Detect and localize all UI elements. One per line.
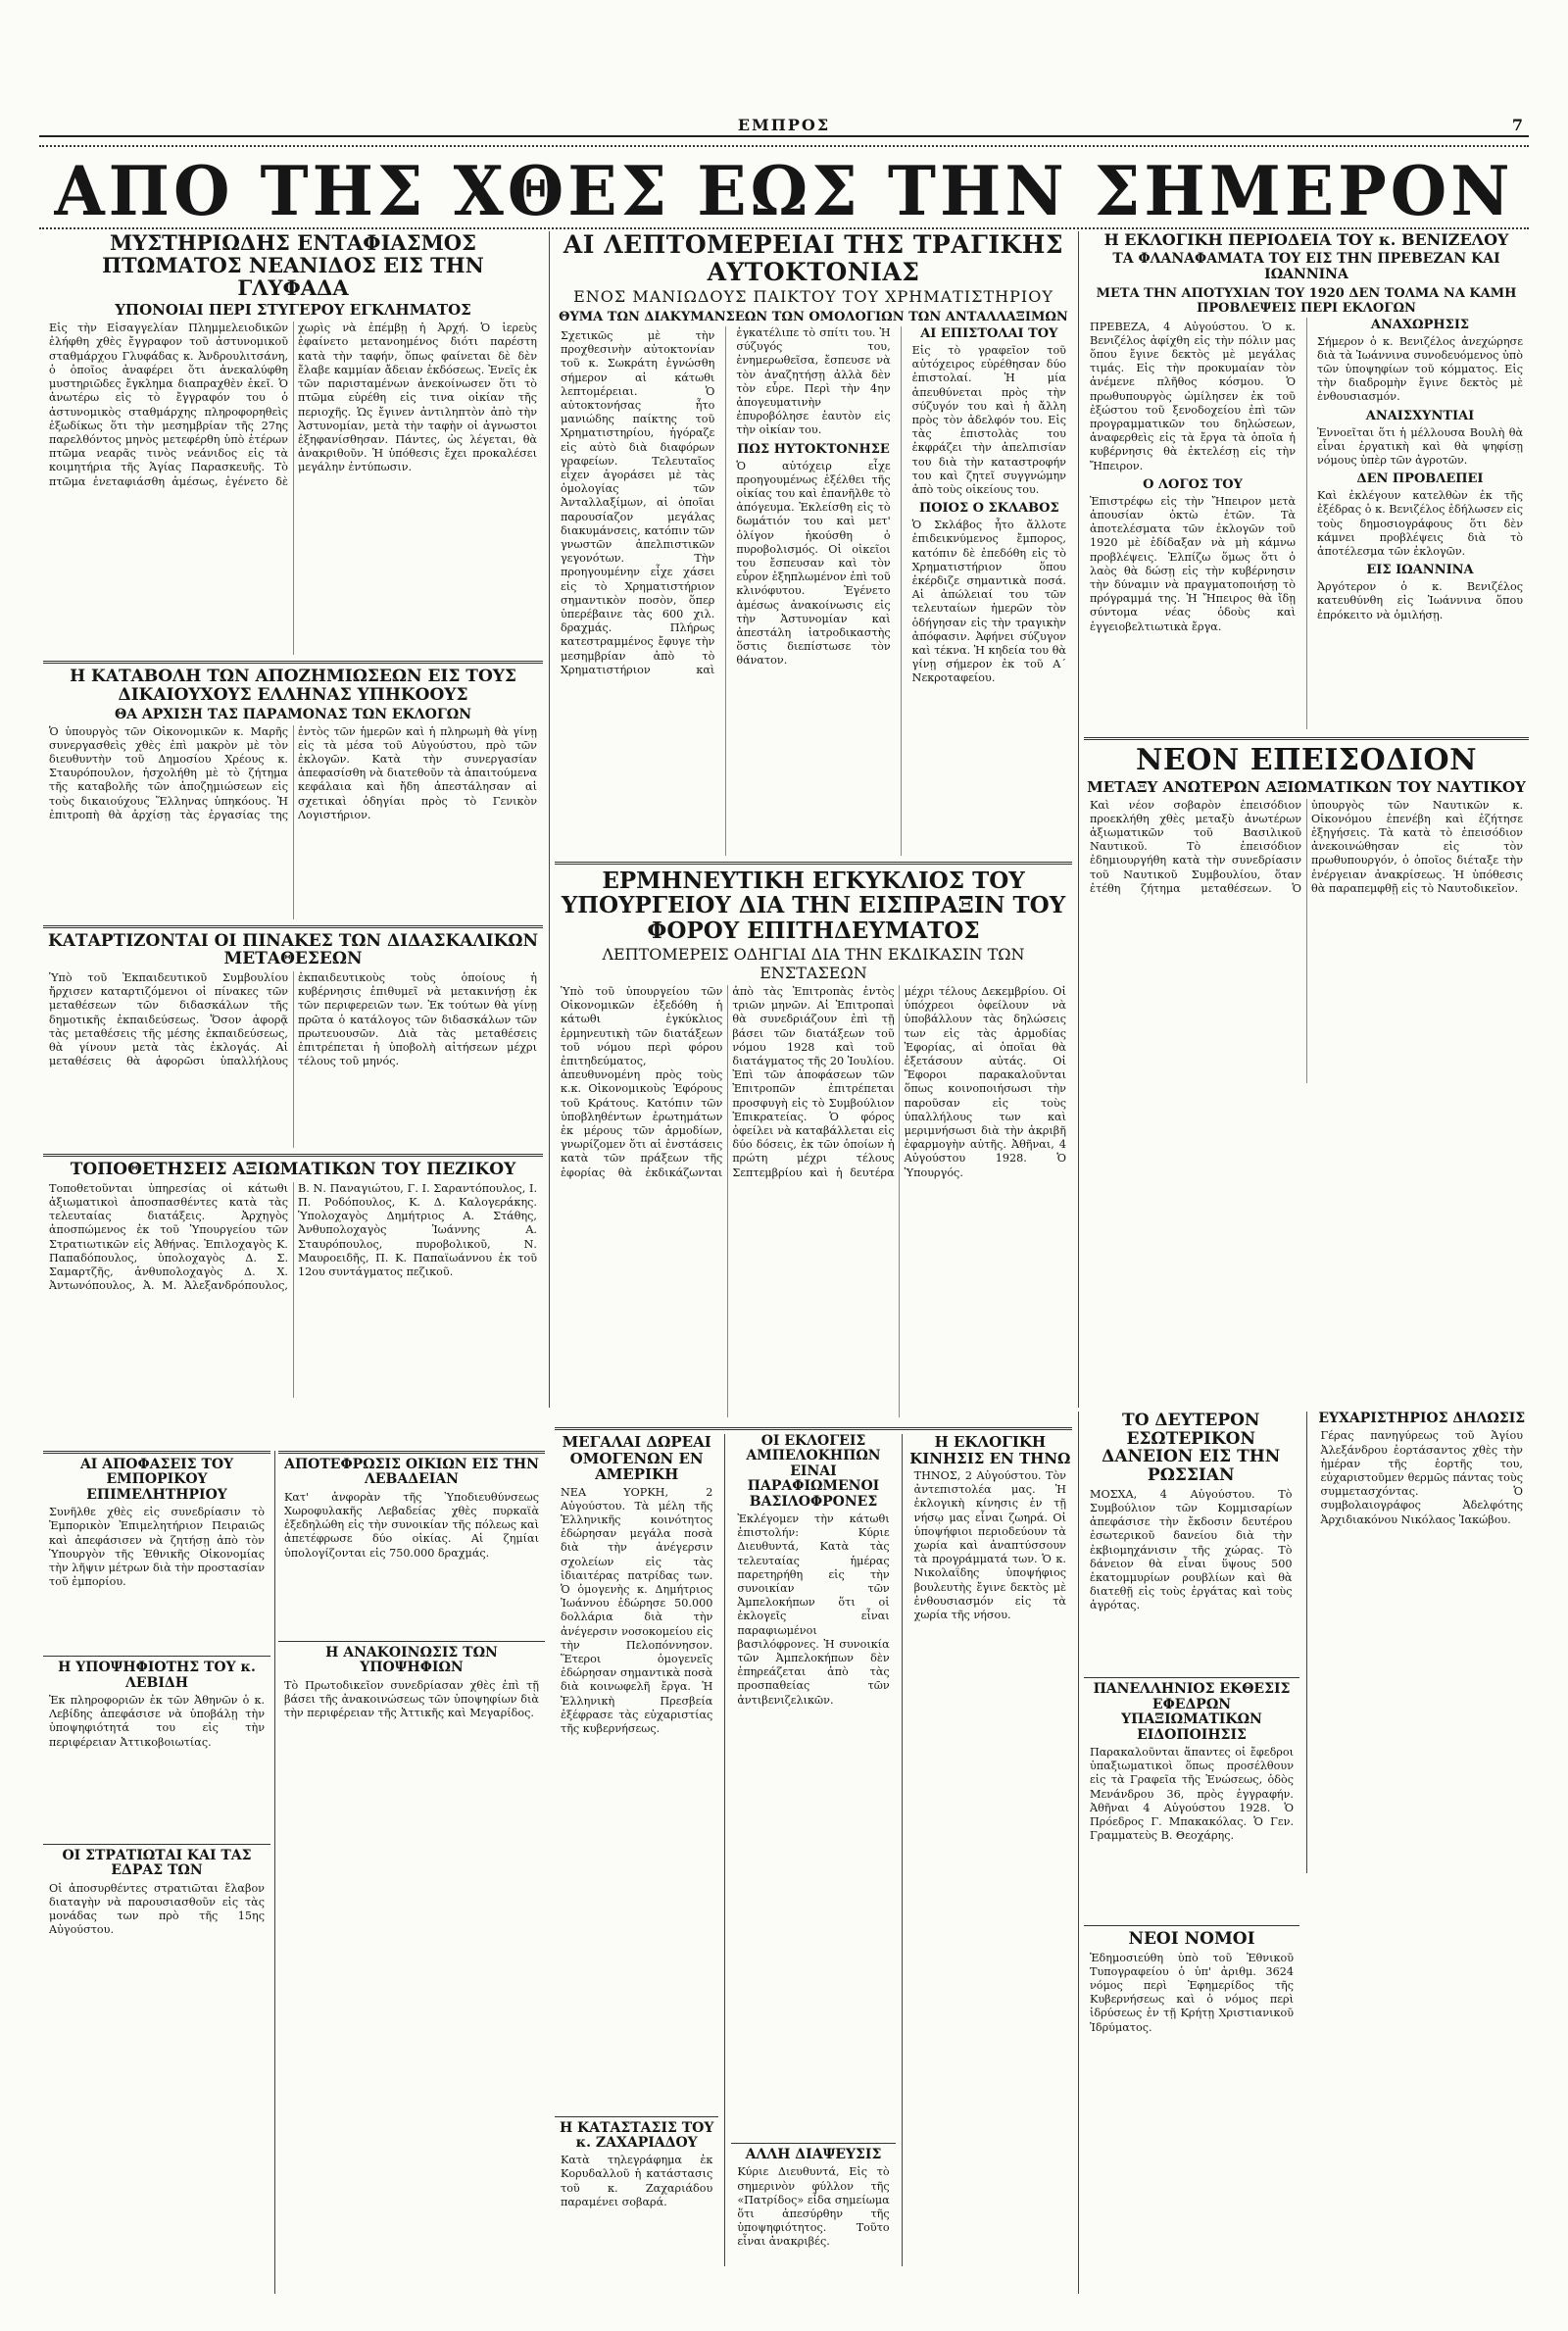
- column-rule: [274, 1451, 275, 2294]
- section-banner: [39, 145, 1529, 229]
- kicker-autoktonia: ΘΥΜΑ ΤΩΝ ΔΙΑΚΥΜΑΝΣΕΩΝ ΤΩΝ ΟΜΟΛΟΓΙΩΝ ΤΩΝ ΑΝΤΑΛΛΑΞΙΜΩΝ: [559, 310, 1068, 324]
- article-body-anaischyntiai: Ἐννοεῖται ὅτι ἡ μέλλουσα Βουλὴ θὰ εἶναι ἐργατικὴ καὶ θὰ ψηφίσῃ νόμους ὑπὲρ τῶν ἀγροτῶν.: [1317, 425, 1523, 468]
- article-body-logos: Ἐπιστρέφω εἰς τὴν Ἤπειρον μετὰ ἀπουσίαν ὀκτὼ ἐτῶν. Τὰ ἀποτελέσματα τῶν ἐκλογῶν τοῦ 1920 μὲ ἐδίδαξαν νὰ μὴ κάμνω προβλέψεις. Ἐλπίζω ὅμως ὅτι ὁ λαὸς θὰ δώσῃ εἰς τὴν κυβέρνησιν τὴν δύναμιν νὰ πραγματοποιήσῃ τὸ πρόγραμμά της. Ἡ Ἤπειρος θὰ ἴδῃ σύντομα νέας ὁδοὺς καὶ ἐγγειοβελτιωτικὰ ἔργα.: [1090, 494, 1296, 633]
- divider: [555, 1427, 1072, 1430]
- article-body-efedroi: Παρακαλοῦνται ἅπαντες οἱ ἔφεδροι ὑπαξιωματικοὶ ὅπως προσέλθουν εἰς τὰ Γραφεῖα τῆς Ἑνώσεως, ὁδὸς Μενάνδρου 36, πρὸς ἐγγραφήν. Ἀθῆναι 4 Αὐγούστου 1928. Ὁ Πρόεδρος Γ. Μπακακόλας. Ὁ Γεν. Γραμματεὺς Β. Θεοχάρης.: [1090, 1745, 1294, 1843]
- article-body-den-provlepei: Καὶ ἐκλέγουν κατελθὼν ἐκ τῆς ἐξέδρας ὁ κ. Βενιζέλος ἐδήλωσεν εἰς τοὺς δημοσιογράφους ὅτι δὲν κάμνει προβλέψεις διὰ τὸ ἀποτέλεσμα τῶν ἐκλογῶν.: [1317, 489, 1523, 559]
- headline-anakoinosis: Η ΑΝΑΚΟΙΝΩΣΙΣ ΤΩΝ ΥΠΟΨΗΦΙΩΝ: [325, 1644, 498, 1676]
- article-columns-autoktonia: [555, 326, 1072, 856]
- article-body-venizelos: ΠΡΕΒΕΖΑ, 4 Αὐγούστου. Ὁ κ. Βενιζέλος ἀφίχθη εἰς τὴν πόλιν μας ὅπου ἔγινε δεκτὸς μὲ μεγάλας τιμάς. Εἰς τὴν προκυμαίαν τὸν ἀνέμενε πλῆθος κόσμου. Ὁ πρωθυπουργὸς ὡμίλησεν ἐκ τοῦ ἐξώστου τοῦ ξενοδοχείου ἐπὶ τῶν προγραμματικῶν του δηλώσεων, ἀναφερθεὶς εἰς τὰ ἔργα τὰ ὁποῖα ἡ κυβέρνησις θὰ ἐκτελέσῃ εἰς τὴν Ἤπειρον.: [1090, 320, 1296, 472]
- headline-epeisodion: ΝΕΟΝ ΕΠΕΙΣΟΔΙΟΝ: [1135, 742, 1478, 777]
- block-efedroi: [1084, 1682, 1299, 2127]
- kicker-pos: ΠΩΣ ΗΥΤΟΚΤΟΝΗΣΕ: [737, 441, 890, 457]
- row-bottom-center: [555, 1434, 1072, 2266]
- article-body-apofaseis: Συνῆλθε χθὲς εἰς συνεδρίασιν τὸ Ἐμπορικὸν Ἐπιμελητήριον Πειραιῶς καὶ ἀπεφάσισεν νὰ ζητήσῃ ἀπὸ τὸν Ὑπουργὸν τῆς Ἐθνικῆς Οἰκονομίας τὴν λῆψιν μέτρων διὰ τὴν προστασίαν τοῦ ἐμπορίου.: [49, 1506, 265, 1589]
- headline-topothetiseis: ΤΟΠΟΘΕΤΗΣΕΙΣ ΑΞΙΩΜΑΤΙΚΩΝ ΤΟΥ ΠΕΖΙΚΟΥ: [70, 1160, 516, 1180]
- block-doreai: [555, 1434, 718, 2266]
- subhead-entaphiasmos: ΥΠΟΝΟΙΑΙ ΠΕΡΙ ΣΤΥΓΕΡΟΥ ΕΓΚΛΗΜΑΤΟΣ: [115, 301, 471, 320]
- headline-nomoi: ΝΕΟΙ ΝΟΜΟΙ: [1128, 1928, 1255, 1949]
- article-body-pinakes: Ὑπὸ τοῦ Ἐκπαιδευτικοῦ Συμβουλίου ἤρχισεν καταρτιζόμενοι οἱ πίνακες τῶν μεταθέσεων τῶν διδασκάλων τῆς δημοτικῆς ἐκπαιδεύσεως. Ὅσον ἀφορᾷ τὰς μεταθέσεις τῆς μέσης ἐκπαιδεύσεως, θὰ γίνουν μετὰ τὰς ἐκλογάς. Αἱ μεταθέσεις θὰ ἀφορῶσι ὑπαλλήλους ἐκπαιδευτικοὺς τοὺς ὁποίους ἡ κυβέρνησις ἐπιθυμεῖ νὰ μετακινήσῃ ἐκ τῶν περιφερειῶν των. Ἐκ τούτων θὰ γίνῃ πρῶτα ὁ κατάλογος τῶν διδασκάλων τῶν πρωτευουσῶν. Διὰ τὰς μεταθέσεις ἐπιτρέπεται ἡ ὑποβολὴ αἰτήσεων μέχρι τέλους τοῦ μηνός.: [49, 971, 537, 1068]
- article-body-zachariadou: Κατὰ τηλεγράφημα ἐκ Κορυδαλλοῦ ἡ κατάστασις τοῦ κ. Ζαχαριάδου παραμένει σοβαρά.: [561, 2154, 713, 2208]
- article-body-diapsefsis: Κύριε Διευθυντά, Εἰς τὸ σημερινὸν φύλλον τῆς «Πατρίδος» εἶδα σημείωμα ὅτι ἀπεσύρθην τῆς ὑποψηφιότητος. Τοῦτο εἶναι ἀνακριβές.: [737, 2165, 890, 2249]
- headline-efedroi: ΠΑΝΕΛΛΗΝΙΟΣ ΕΚΘΕΣΙΣ ΕΦΕΔΡΩΝ ΥΠΑΞΙΩΜΑΤΙΚΩΝ ΕΙΔΟΠΟΙΗΣΙΣ: [1093, 1681, 1291, 1743]
- column-rule: [1078, 1412, 1079, 2294]
- divider: [43, 1844, 270, 1845]
- kicker-anaischyntiai: ΑΝΑΙΣΧΥΝΤΙΑΙ: [1365, 408, 1475, 423]
- article-body-tinos: ΤΗΝΟΣ, 2 Αὐγούστου. Τὸν ἀντεπιστολέα μας. Ἡ ἐκλογικὴ κίνησις ἐν τῇ νήσῳ μας εἶναι ζωηρά. Οἱ ὑποψήφιοι περιοδεύουν τὰ χωρία καὶ ἀναπτύσσουν τὰ προγράμματά των. Ὁ κ. Νικολαΐδης ὑποψήφιος βουλευτὴς ἔγινε δεκτὸς μὲ ἐνθουσιασμόν εἰς τὰ χωρία τῆς νήσου.: [913, 1469, 1066, 1622]
- bottom-second-column: [278, 1451, 545, 2294]
- divider: [555, 862, 1072, 865]
- kicker-venizelos: ΜΕΤΑ ΤΗΝ ΑΠΟΤΥΧΙΑΝ ΤΟΥ 1920 ΔΕΝ ΤΟΛΜΑ ΝΑ ΚΑΜΗ ΠΡΟΒΛΕΨΕΙΣ ΠΕΡΙ ΕΚΛΟΓΩΝ: [1096, 285, 1517, 316]
- column-rule: [1306, 1412, 1307, 1873]
- divider: [731, 2143, 895, 2144]
- headline-egkyklios: ΕΡΜΗΝΕΥΤΙΚΗ ΕΓΚΥΚΛΙΟΣ ΤΟΥ ΥΠΟΥΡΓΕΙΟΥ ΔΙΑ ΤΗΝ ΕΙΣΠΡΑΞΙΝ ΤΟΥ ΦΟΡΟΥ ΕΠΙΤΗΔΕΥΜΑΤΟΣ: [561, 868, 1066, 944]
- kicker-epistolai: ΑΙ ΕΠΙΣΤΟΛΑΙ ΤΟΥ: [920, 326, 1058, 341]
- divider: [278, 1641, 545, 1642]
- article-body-nomoi: Ἐδημοσιεύθη ὑπὸ τοῦ Ἐθνικοῦ Τυπογραφείου ὁ ὑπ' ἀριθμ. 3624 νόμος περὶ Ἐφημερίδος τῆς Κυβερνήσεως καὶ ὁ νόμος περὶ ἰδρύσεως ἐν τῇ Κρήτῃ Χριστιανικοῦ Ἰδρύματος.: [1090, 1951, 1294, 2034]
- article-body-eucharistia: Γέρας πανηγύρεως τοῦ Ἁγίου Ἀλεξάνδρου ἑορτάσαντος χθὲς τὴν ἡμέραν τῆς ἑορτῆς του, εὐχαριστοῦμεν θερμῶς πάντας τοὺς συμμετασχόντας. Ὁ συμβολαιογράφος Ἀδελφότης Ἀρχιδιακόνου Νικόλαος Ἰακώβου.: [1320, 1429, 1523, 1526]
- kicker-sklavos: ΠΟΙΟΣ Ο ΣΚΛΑΒΟΣ: [918, 501, 1059, 517]
- headline-autoktonia: ΑΙ ΛΕΠΤΟΜΕΡΕΙΑΙ ΤΗΣ ΤΡΑΓΙΚΗΣ ΑΥΤΟΚΤΟΝΙΑΣ: [563, 231, 1064, 286]
- headline-apotefrosis: ΑΠΟΤΕΦΡΩΣΙΣ ΟΙΚΙΩΝ ΕΙΣ ΤΗΝ ΛΕΒΑΔΕΙΑΝ: [284, 1457, 539, 1488]
- divider: [43, 925, 543, 928]
- divider: [555, 2116, 718, 2117]
- divider: [43, 1154, 543, 1157]
- article-body-epeisodion: Καὶ νέον σοβαρὸν ἐπεισόδιον προεκλήθη χθὲς μεταξὺ ἀνωτέρων ἀξιωματικῶν τοῦ Βασιλικοῦ Ναυτικοῦ. Τὸ ἐπεισόδιον ἐδημιουργήθη κατὰ τὴν συνεδρίασιν τοῦ Ναυτικοῦ Συμβουλίου, ὅταν ἐτέθη ζήτημα μεταθέσεων. Ὁ ὑπουργὸς τῶν Ναυτικῶν κ. Οἰκονόμου ἐπενέβη καὶ ἐζήτησε ἐξηγήσεις. Τὰ κατὰ τὸ ἐπεισόδιον ἀνεκοινώθησαν εἰς τὸν πρωθυπουργόν, ὁ ὁποῖος διέταξε τὴν ἐνέργειαν ἀνακρίσεως. Ἡ ὑπόθεσις θὰ παραπεμφθῇ εἰς τὸ Ναυτοδικεῖον.: [1090, 798, 1523, 895]
- article-body-ioannina: Ἀργότερον ὁ κ. Βενιζέλος κατευθύνθη εἰς Ἰωάννινα ὅπου ἐπρόκειτο νὰ ὁμιλήσῃ.: [1317, 580, 1523, 621]
- divider: [43, 1656, 270, 1657]
- headline-venizelos: Η ΕΚΛΟΓΙΚΗ ΠΕΡΙΟΔΕΙΑ ΤΟΥ κ. ΒΕΝΙΖΕΛΟΥ: [1103, 231, 1509, 249]
- article-body-sklavos: Ὁ Σκλάβος ἦτο ἄλλοτε ἐπιδεικνύμενος ἔμπορος, κατόπιν δὲ ἐπεδόθη εἰς τὸ Χρηματιστήριον ὅπου ἐκέρδιζε σημαντικὰ ποσά. Αἱ ἀπώλειαί του τῶν τελευταίων ἡμερῶν τὸν ὁδήγησαν εἰς τὴν τραγικὴν ἀπόφασιν. Ἀφήνει σύζυγον καὶ τέκνα. Ἡ κηδεία του θὰ γίνῃ σήμερον ἐκ τοῦ Α΄ Νεκροταφείου.: [911, 519, 1066, 685]
- headline-entaphiasmos: ΜΥΣΤΗΡΙΩΔΗΣ ΕΝΤΑΦΙΑΣΜΟΣ ΠΤΩΜΑΤΟΣ ΝΕΑΝΙΔΟΣ ΕΙΣ ΤΗΝ ΓΛΥΦΑΔΑ: [102, 231, 484, 301]
- headline-eucharistia: ΕΥΧΑΡΙΣΤΗΡΙΟΣ ΔΗΛΩΣΙΣ: [1318, 1412, 1526, 1426]
- article-body-egkyklios: Ὑπὸ τοῦ ὑπουργείου τῶν Οἰκονομικῶν ἐξεδόθη ἡ κάτωθι ἐγκύκλιος ἑρμηνευτικὴ τῶν διατάξεων τοῦ νόμου περὶ φόρου ἐπιτηδεύματος, ἀπευθυνομένη πρὸς τοὺς κ.κ. Οἰκονομικοὺς Ἐφόρους τοῦ Κράτους. Κατόπιν τῶν ὑποβληθέντων ἐρωτημάτων ἐκ μέρους τῶν ἁρμοδίων, γνωρίζομεν ὅτι αἱ ἐνστάσεις κατὰ τῶν πράξεων τῆς ἐφορίας θὰ ἐκδικάζωνται ἀπὸ τὰς Ἐπιτροπὰς ἐντὸς τριῶν μηνῶν. Αἱ Ἐπιτροπαὶ θὰ συνεδριάζουν ἐπὶ τῇ βάσει τῶν διατάξεων τοῦ νόμου 1928 καὶ τοῦ διατάγματος τῆς 20 Ἰουλίου. Ἐπὶ τῶν ἀποφάσεων τῶν Ἐπιτροπῶν ἐπιτρέπεται προσφυγὴ εἰς τὸ Συμβούλιον Ἐπικρατείας. Ὁ φόρος ὀφείλει νὰ καταβάλλεται εἰς δύο δόσεις, ἐκ τῶν ὁποίων ἡ πρώτη μέχρι τέλους Σεπτεμβρίου καὶ ἡ δευτέρα μέχρι τέλους Δεκεμβρίου. Οἱ ὑπόχρεοι ὀφείλουν νὰ ὑποβάλλουν τὰς δηλώσεις των εἰς τὰς ἁρμοδίας Ἐφορίας, αἱ ὁποῖαι θὰ ἐξετάσουν αὐτάς. Οἱ Ἔφοροι παρακαλοῦνται ὅπως κοινοποιήσωσι τὴν παροῦσαν εἰς τοὺς ὑπαλλήλους των καὶ μεριμνήσωσι διὰ τὴν ἀκριβῆ ἐφαρμογὴν αὐτῆς. Ἀθῆναι, 4 Αὐγούστου 1928. Ὁ Ὑπουργός.: [561, 984, 1066, 1179]
- headline-apofaseis: ΑΙ ΑΠΟΦΑΣΕΙΣ ΤΟΥ ΕΜΠΟΡΙΚΟΥ ΕΠΙΜΕΛΗΤΗΡΙΟΥ: [79, 1457, 234, 1503]
- banner-title: ΑΠΟ ΤΗΣ ΧΘΕΣ ΕΩΣ ΤΗΝ ΣΗΜΕΡΟΝ: [54, 151, 1514, 231]
- headline-zachariadou: Η ΚΑΤΑΣΤΑΣΙΣ ΤΟΥ κ. ΖΑΧΑΡΙΑΔΟΥ: [559, 2119, 714, 2151]
- article-body-autoktonia: Σχετικῶς μὲ τὴν προχθεσινὴν αὐτοκτονίαν τοῦ κ. Σωκράτη ἐγνώσθη σήμερον αἱ κάτωθι λεπτομέρειαι. Ὁ αὐτοκτονήσας ἦτο μανιώδης παίκτης τοῦ Χρηματιστηρίου, ἠγόραζε εἰς αὐτὸ διὰ διαφόρων γραφείων. Τελευταῖος εἶχεν ἀγοράσει μὲ τὰς ὁμολογίας τῶν Ἀνταλλαξίμων, αἱ ὁποῖαι παρουσίαζον μεγάλας διακυμάνσεις, κατόπιν τῶν γνωστῶν ἀπελπιστικῶν γεγονότων. Τὴν προηγουμένην εἶχε χάσει εἰς τὸ Χρηματιστήριον σημαντικὸν ποσὸν, ὅπερ ὑπερέβαινε τὰς 600 χιλ. δραχμάς. Πλήρως κατεστραμμένος ἔφυγε τὴν μεσημβρίαν ἀπὸ τὸ Χρηματιστήριον καὶ ἐγκατέλιπε τὸ σπίτι του. Ἡ σύζυγός του, ἐνημερωθεῖσα, ἔσπευσε νὰ τὸν ἀναζητήσῃ ἀλλὰ δὲν τὸν εὗρε. Περὶ τὴν 4ην ἀπογευματινὴν ἐπυροβόλησε ἑαυτὸν εἰς τὴν οἰκίαν του.: [561, 326, 891, 676]
- headline-diapsefsis: ΑΛΛΗ ΔΙΑΨΕΥΣΙΣ: [745, 2146, 882, 2162]
- center-column: [555, 231, 1072, 1417]
- column-rule: [549, 231, 550, 1408]
- article-body-daneion: ΜΟΣΧΑ, 4 Αὐγούστου. Τὸ Συμβούλιον τῶν Κομμισαρίων ἀπεφάσισε τὴν ἔκδοσιν δευτέρου ἐσωτερικοῦ δανείου διὰ τὴν ἐκβιομηχάνισιν τῆς χώρας. Τὸ δάνειον θὰ εἶναι ὕψους 500 ἑκατομμυρίων ρουβλίων καὶ θὰ διατεθῇ εἰς τοὺς ἐργάτας καὶ τοὺς ἀγρότας.: [1090, 1487, 1293, 1612]
- article-body-apozimioseis: Ὁ ὑπουργὸς τῶν Οἰκονομικῶν κ. Μαρῆς συνεργασθεὶς χθὲς ἐπὶ μακρὸν μὲ τὸν διευθυντὴν τοῦ Δημοσίου Χρέους κ. Σταυρόπουλον, ἠσχολήθη μὲ τὸ ζήτημα τῆς καταβολῆς τῶν ἀποζημιώσεων εἰς τοὺς δικαιούχους Ἕλληνας ὑπηκόους. Ἡ ἐπιτροπὴ θὰ ἀρχίσῃ τὰς ἐργασίας της ἐντὸς τῶν ἡμερῶν καὶ ἡ πληρωμὴ θὰ γίνῃ εἰς τὰ μέσα τοῦ Αὐγούστου, πρὸ τῶν ἐκλογῶν. Κατὰ τὴν συνεργασίαν ἀπεφασίσθη νὰ διατεθοῦν τὰ ἀπαιτούμενα κεφάλαια καὶ ἤδη ἀπεστάλησαν αἱ σχετικαὶ ὁδηγίαι πρὸς τὸ Γενικὸν Λογιστήριον.: [49, 724, 537, 821]
- article-body-anachorisis: Σήμερον ὁ κ. Βενιζέλος ἀνεχώρησε διὰ τὰ Ἰωάννινα συνοδευόμενος ὑπὸ τῶν ὑποψηφίων τοῦ κόμματος. Εἰς τὴν διαδρομὴν ἔγινε δεκτὸς μὲ ἐνθουσιασμόν.: [1317, 334, 1523, 404]
- divider: [43, 1451, 270, 1454]
- headline-ampelokipoi: ΟΙ ΕΚΛΟΓΕΙΣ ΑΜΠΕΛΟΚΗΠΩΝ ΕΙΝΑΙ ΠΑΡΑΦΙΩΜΕΝΟΙ ΒΑΣΙΛΟΦΡΟΝΕΣ: [746, 1433, 881, 1510]
- right-bottom-column: [1084, 1412, 1529, 2294]
- article-body-apotefrosis: Κατ' ἀνφορὰν τῆς Ὑποδιευθύνσεως Χωροφυλακῆς Λεβαδείας χθὲς πυρκαϊὰ ἐξεδηλώθη εἰς τὴν συνοικίαν τῆς πόλεως καὶ ἀπετέφρωσε δύο οἰκίας. Αἱ ζημίαι ὑπολογίζονται εἰς 750.000 δραχμάς.: [284, 1490, 539, 1560]
- headline-tinos: Η ΕΚΛΟΓΙΚΗ ΚΙΝΗΣΙΣ ΕΝ ΤΗΝΩ: [909, 1433, 1071, 1467]
- subhead-apozimioseis: ΘΑ ΑΡΧΙΣΗ ΤΑΣ ΠΑΡΑΜΟΝΑΣ ΤΩΝ ΕΚΛΟΓΩΝ: [114, 706, 472, 722]
- block-ampelokipoi: [731, 1434, 895, 2266]
- article-body-ampelokipoi: Ἐκλέγομεν τὴν κάτωθι ἐπιστολήν: Κύριε Διευθυντά, Κατὰ τὰς τελευταίας ἡμέρας παρετηρήθη εἰς τὴν συνοικίαν τῶν Ἀμπελοκήπων ὅτι οἱ ἐκλογεῖς εἶναι παραφιωμένοι βασιλόφρονες. Ἡ συνοικία τῶν Ἀμπελοκήπων δὲν ἐπηρεάζεται ἀπὸ τὰς προσπαθείας τῶν ἀντιβενιζελικῶν.: [737, 1512, 890, 1707]
- divider: [43, 661, 543, 664]
- bottom-left-column: [43, 1451, 270, 2294]
- kicker-ioannina: ΕΙΣ ΙΩΑΝΝΙΝΑ: [1366, 563, 1474, 578]
- block-tinos: [908, 1434, 1072, 2266]
- article-body-doreai: ΝΕΑ ΥΟΡΚΗ, 2 Αὐγούστου. Τὰ μέλη τῆς Ἑλληνικῆς κοινότητος ἐδώρησαν μεγάλα ποσὰ διὰ τὴν ἀνέγερσιν σχολείων εἰς τὰς ἰδιαιτέρας πατρίδας των. Ὁ ὁμογενὴς κ. Δημήτριος Ἰωάννου ἐδώρησε 50.000 δολλάρια διὰ τὴν ἀνέγερσιν νοσοκομείου εἰς τὴν Πελοπόννησον. Ἕτεροι ὁμογενεῖς ἐδώρησαν σημαντικὰ ποσὰ διὰ κοινωφελῆ ἔργα. Ἡ Ἑλληνικὴ Πρεσβεία ἐξέφρασε τὰς εὐχαριστίας τῆς κυβερνήσεως.: [561, 1485, 713, 1735]
- kicker-den-provlepei: ΔΕΝ ΠΡΟΒΛΕΠΕΙ: [1356, 471, 1484, 487]
- headline-levidis: Η ΥΠΟΨΗΦΙΟΤΗΣ ΤΟΥ κ. ΛΕΒΙΔΗ: [58, 1660, 256, 1691]
- bottom-center: [555, 1427, 1072, 2290]
- subhead-epeisodion: ΜΕΤΑΞΥ ΑΝΩΤΕΡΩΝ ΑΞΙΩΜΑΤΙΚΩΝ ΤΟΥ ΝΑΥΤΙΚΟΥ: [1087, 777, 1526, 796]
- headline-doreai: ΜΕΓΑΛΑΙ ΔΩΡΕΑΙ ΟΜΟΓΕΝΩΝ ΕΝ ΑΜΕΡΙΚΗ: [562, 1433, 711, 1483]
- subhead-egkyklios: ΛΕΠΤΟΜΕΡΕΙΣ ΟΔΗΓΙΑΙ ΔΙΑ ΤΗΝ ΕΚΔΙΚΑΣΙΝ ΤΩΝ ΕΝΣΤΑΣΕΩΝ: [602, 944, 1025, 982]
- block-eucharistia: [1315, 1412, 1530, 1873]
- article-body-stratiotai: Οἱ ἀποσυρθέντες στρατιῶται ἔλαβον διαταγὴν νὰ παρουσιασθοῦν εἰς τὰς μονάδας των πρὸ τῆς 15ης Αὐγούστου.: [49, 1881, 265, 1937]
- subhead-autoktonia: ΕΝΟΣ ΜΑΝΙΩΔΟΥΣ ΠΑΙΚΤΟΥ ΤΟΥ ΧΡΗΜΑΤΙΣΤΗΡΙΟΥ: [573, 287, 1054, 306]
- article-body-entaphiasmos: Εἰς τὴν Εἰσαγγελίαν Πλημμελειοδικῶν ἐλήφθη χθὲς ἔγγραφον τοῦ ἀστυνομικοῦ σταθμάρχου Γλυφάδας κ. Ἀνδρουλιτσάνη, ὁ ὁποῖος ἀναφέρει ὅτι ἀνεκαλύφθη μυστηριῶδες ἔγκλημα διαπραχθὲν ἐκεῖ. Ὁ ἀνωτέρω εἰς τὸ ἔγγραφόν του ὁ ἀστυνομικὸς σταθμάρχης πληροφορηθεὶς ἐξωδίκως ὅτι τὴν μεσημβρίαν τῆς 27ης παρελθόντος μηνὸς μετεφέρθη ὑπὸ ἑτέρων πτῶμα νεαρᾶς τινὸς νεάνιδος εἰς τὰ κοιμητήρια τῆς Ἁγίας Παρασκευῆς. Τὸ πτῶμα ἐνεταφιάσθη ἀμέσως, ἐγένετο δὲ χωρὶς νὰ ἐπέμβῃ ἡ Ἀρχή. Ὁ ἰερεὺς ἐφαίνετο μετανοημένος διότι παρέστη κατὰ τὴν ταφήν, ὅπως φαίνεται δὲ δὲν ἔλαβε καμμίαν ἄδειαν ἐκδόσεως. Ἐνεῖς ἐκ τῶν παρισταμένων ἀνεκοίνωσεν ὅτι τὸ πτῶμα εὑρέθη εἰς τινα οἰκίαν τῆς περιοχῆς. Ὡς ἔγινεν ἀντιληπτὸν ἀπὸ τὴν Ἀστυνομίαν, μετὰ τὴν ταφὴν οἱ ἀγνωστοι ἐξηφανίσθησαν. Πάντες, ὡς λέγεται, θὰ ἀνακριθοῦν. Ἡ ὑπόθεσις ἔχει προκαλέσει μεγάλην ἐντύπωσιν.: [49, 322, 537, 488]
- headline-stratiotai: ΟΙ ΣΤΡΑΤΙΩΤΑΙ ΚΑΙ ΤΑΣ ΕΔΡΑΣ ΤΩΝ: [62, 1847, 252, 1879]
- page-number: 7: [1511, 116, 1523, 134]
- headline-apozimioseis: Η ΚΑΤΑΒΟΛΗ ΤΩΝ ΑΠΟΖΗΜΙΩΣΕΩΝ ΕΙΣ ΤΟΥΣ ΔΙΚΑΙΟΥΧΟΥΣ ΕΛΛΗΝΑΣ ΥΠΗΚΟΟΥΣ: [70, 667, 516, 705]
- article-body-topothetiseis: Τοποθετοῦνται ὑπηρεσίας οἱ κάτωθι ἀξιωματικοὶ ἀποσπασθέντες κατὰ τὰς τελευταίας διατάξεις. Ἀρχηγὸς ἀποσπώμενος ἐκ τοῦ Ὑπουργείου τῶν Στρατιωτικῶν εἰς Ἀθήνας. Ἐπιλοχαγὸς Κ. Παπαδόπουλος, ὑπολοχαγὸς Δ. Σ. Σαμαρτζῆς, ἀνθυπολοχαγὸς Δ. Χ. Ἀντωνόπουλος, Ἀ. Μ. Ἀλεξανδρόπουλος, Β. Ν. Παναγιώτου, Γ. Ι. Σαραντόπουλος, Ι. Π. Ροδόπουλος, Κ. Δ. Καλογεράκης. Ὑπολοχαγὸς Δημήτριος Α. Στάθης, Ἀνθυπολοχαγὸς Ἰωάννης Α. Σταυρόπουλος, πυροβολικοῦ, Ν. Μαυροειδῆς, Π. Κ. Παπαϊωάννου ἐκ τοῦ 12ου συντάγματος πεζικοῦ.: [49, 1181, 537, 1293]
- divider: [1084, 737, 1529, 740]
- paper-name: ΕΜΠΡΟΣ: [737, 116, 831, 134]
- column-rule: [1078, 231, 1079, 1408]
- divider: [278, 1451, 545, 1454]
- column-rule: [724, 1434, 725, 2266]
- article-body-epistolai: Εἰς τὸ γραφεῖον τοῦ αὐτόχειρος εὑρέθησαν δύο ἐπιστολαί. Ἡ μία ἀπευθύνεται πρὸς τὴν σύζυγόν του καὶ ἡ ἄλλη πρὸς τὸν ἀδελφόν του. Εἰς τὰς ἐπιστολὰς του ἐκφράζει τὴν ἀπελπισίαν του διὰ τὴν καταστροφήν του καὶ ζητεῖ συγγνώμην ἀπὸ τοὺς οἰκείους του.: [911, 344, 1066, 497]
- headline-daneion: ΤΟ ΔΕΥΤΕΡΟΝ ΕΣΩΤΕΡΙΚΟΝ ΔΑΝΕΙΟΝ ΕΙΣ ΤΗΝ ΡΩΣΣΙΑΝ: [1102, 1412, 1281, 1486]
- subhead-venizelos: ΤΑ ΦΛΑΝΑΦΑΜΑΤΑ ΤΟΥ ΕΙΣ ΤΗΝ ΠΡΕΒΕΖΑΝ ΚΑΙ ΙΩΑΝΝΙΝΑ: [1112, 250, 1500, 282]
- kicker-logos: Ο ΛΟΓΟΣ ΤΟΥ: [1143, 476, 1243, 492]
- right-column: [1084, 231, 1529, 1417]
- article-body-anakoinosis: Τὸ Πρωτοδικεῖον συνεδρίασαν χθὲς ἐπὶ τῇ βάσει τῆς ἀνακοινώσεως τῶν ὑποψηφίων διὰ τὴν περιφέρειαν τῆς Ἀττικῆς καὶ Μεγαρίδος.: [284, 1678, 539, 1719]
- kicker-anachorisis: ΑΝΑΧΩΡΗΣΙΣ: [1370, 317, 1470, 332]
- masthead: [39, 116, 1529, 137]
- column-rule: [902, 1434, 903, 2266]
- article-body-levidis: Ἐκ πληροφοριῶν ἐκ τῶν Ἀθηνῶν ὁ κ. Λεβίδης ἀπεφάσισε νὰ ὑποβάλῃ τὴν ὑποψηφιότητά του εἰς τὴν περιφέρειαν Ἀττικοβοιωτίας.: [49, 1693, 265, 1749]
- left-column: [43, 231, 543, 1437]
- divider: [1084, 1925, 1299, 1926]
- headline-pinakes: ΚΑΤΑΡΤΙΖΟΝΤΑΙ ΟΙ ΠΙΝΑΚΕΣ ΤΩΝ ΔΙΔΑΣΚΑΛΙΚΩΝ ΜΕΤΑΘΕΣΕΩΝ: [47, 930, 539, 969]
- article-body-pos: Ὁ αὐτόχειρ εἶχε προηγουμένως ἐξέλθει τῆς οἰκίας του καὶ ἐπανῆλθε τὸ ἀπόγευμα. Ἐκλείσθη εἰς τὸ δωμάτιόν του καὶ μετ' ὀλίγον ἠκούσθη ὁ πυροβολισμός. Οἱ οἰκεῖοι του ἔσπευσαν καὶ τὸν εὗρον ἐξηπλωμένον ἐπὶ τοῦ κλινόφυτου. Ἐγένετο ἀμέσως ἀνακοίνωσις εἰς τὴν Ἀστυνομίαν καὶ ἀπεστάλη ἰατροδικαστὴς ὅστις διεπίστωσε τὸν θάνατον.: [736, 459, 891, 668]
- article-columns-venizelos: [1084, 318, 1529, 729]
